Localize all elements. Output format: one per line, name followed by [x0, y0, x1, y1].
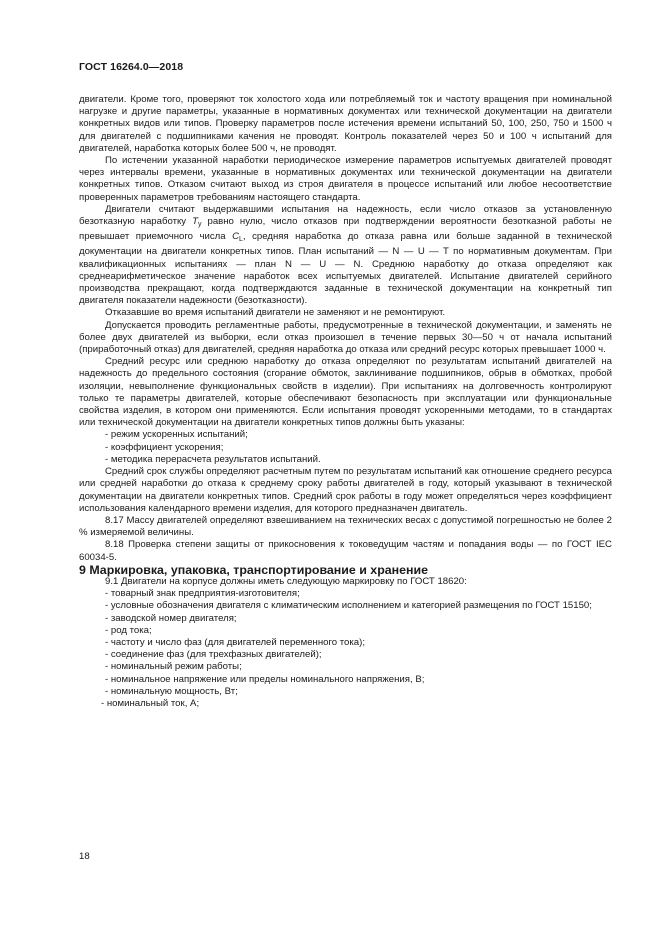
text-fragment: равно нулю, число отказов при подтверждении вероятности безотказной работы не превышает приемочного числа — [79, 216, 612, 243]
paragraph: Отказавшие во время испытаний двигатели не заменяют и не ремонтируют. — [105, 307, 446, 319]
symbol-t-subscript: у — [197, 221, 202, 229]
text-fragment: Двигатели считают выдержавшими испытания на надежность, если число отказов за установленную безотказную наработку — [79, 203, 612, 228]
page-number: 18 — [79, 851, 90, 862]
paragraph-9-1: 9.1 Двигатели на корпусе должны иметь следующую маркировку по ГОСТ 18620: — [105, 575, 467, 587]
symbol-t: T — [192, 216, 198, 228]
paragraph-8-18: 8.18 Проверка степени защиты от прикосновения к токоведущим частям и попадания воды — по ГОСТ IEC 60034-5. — [79, 539, 612, 563]
paragraph: Средний ресурс или среднюю наработку до отказа определяют по результатам испытаний двигателей на надежность до предельного состояния (сгорание обмоток, заклинивание подшипников, обрыв в обмотках, пробой изоляции, невыполнение функциональных свойств в изделии). При испытаниях на долговечность контролируют только те параметры двигателей, которые обеспечивают безопасность при эксплуатации или функциональные свойства изделия, в котором они применяются. Если испытания проводят ускоренными методами, то в стандартах или технической документации на двигатели конкретных типов должны быть указаны: — [79, 356, 612, 429]
list-item: - заводской номер двигателя; — [105, 612, 237, 624]
paragraph: Средний срок службы определяют расчетным путем по результатам испытаний как отношение среднего ресурса или средней наработки до отказа к среднему сроку работы двигателей в году, который указывают в технической документации на двигатели конкретных типов. Средний срок работы в году может определяться через коэффициент использования календарного времени изделия, для которого предназначен двигатель. — [79, 466, 612, 514]
list-item: - режим ускоренных испытаний; — [105, 429, 248, 441]
paragraph-8-17: 8.17 Массу двигателей определяют взвешиванием на технических весах с допустимой погрешностью не более 2 % измеряемой величины. — [79, 514, 612, 539]
paragraph: двигатели. Кроме того, проверяют ток холостого хода или потребляемый ток и частоту вращения при номинальной нагрузке и другие параметры, указанные в нормативных документах или технической документации на двигатели конкретных видов или типов. Проверку параметров после истечения времени испытаний 50, 100, 250, 750 и 1500 ч для двигателей с подшипниками качения не проводят. Контроль показателей через 50 и 100 ч испытаний для двигателей, наработка которых более 500 ч, не проводят. — [79, 94, 612, 154]
paragraph: Допускается проводить регламентные работы, предусмотренные в технической документации, и заменять не более двух двигателей из выборки, если отказ произошел в течение первых 30—50 ч от начала испытаний (приработочный отказ) для двигателей, средняя наработка до отказа или средний ресурс которых превышает 1000 ч. — [79, 319, 612, 356]
section-heading: 9 Маркировка, упаковка, транспортирование и хранение — [79, 562, 429, 577]
list-item: - коэффициент ускорения; — [105, 441, 224, 453]
text-fragment: , средняя наработка до отказа равна или больше заданной в технической документации на двигатели конкретных типов. План испытаний — N — U — T по нормативным документам. При квалификационных испытаниях — план N — U — N. Среднюю наработку до отказа определяют как среднеарифметическое значение наработок всех испытуемых двигателей. Испытание двигателей серийного производства прекращают, когда подтверждаются заданные в технической документации на конкретный тип двигателя показатели надежности (безотказности). — [79, 231, 613, 307]
list-item: - род тока; — [105, 624, 152, 636]
list-item: - товарный знак предприятия-изготовителя; — [105, 588, 300, 600]
body-text — [79, 94, 612, 710]
list-item: - частоту и число фаз (для двигателей переменного тока); — [105, 636, 365, 648]
standard-header: ГОСТ 16264.0—2018 — [79, 61, 184, 73]
list-item: - номинальное напряжение или пределы номинального напряжения, В; — [105, 673, 425, 685]
list-item: - условные обозначения двигателя с климатическим исполнением и категорией размещения по ГОСТ 15150; — [105, 600, 592, 612]
list-item: - номинальный режим работы; — [105, 661, 242, 673]
list-item: - номинальную мощность, Вт; — [105, 685, 238, 697]
list-item: - номинальный ток, А; — [101, 697, 200, 709]
list-item: - методика перерасчета результатов испытаний. — [105, 453, 321, 465]
symbol-c: C — [232, 231, 240, 243]
list-item: - соединение фаз (для трехфазных двигателей); — [105, 649, 322, 661]
paragraph-reliability — [79, 204, 612, 308]
paragraph: По истечении указанной наработки периодическое измерение параметров испытуемых двигателей проводят через интервалы времени, указанные в нормативных документах или технической документации на двигатели конкретных типов. Отказом считают выход из строя двигателя в процессе испытаний или любое несоответствие проверенных параметров требованиям настоящего стандарта. — [79, 155, 612, 203]
symbol-c-subscript: L — [239, 236, 243, 244]
